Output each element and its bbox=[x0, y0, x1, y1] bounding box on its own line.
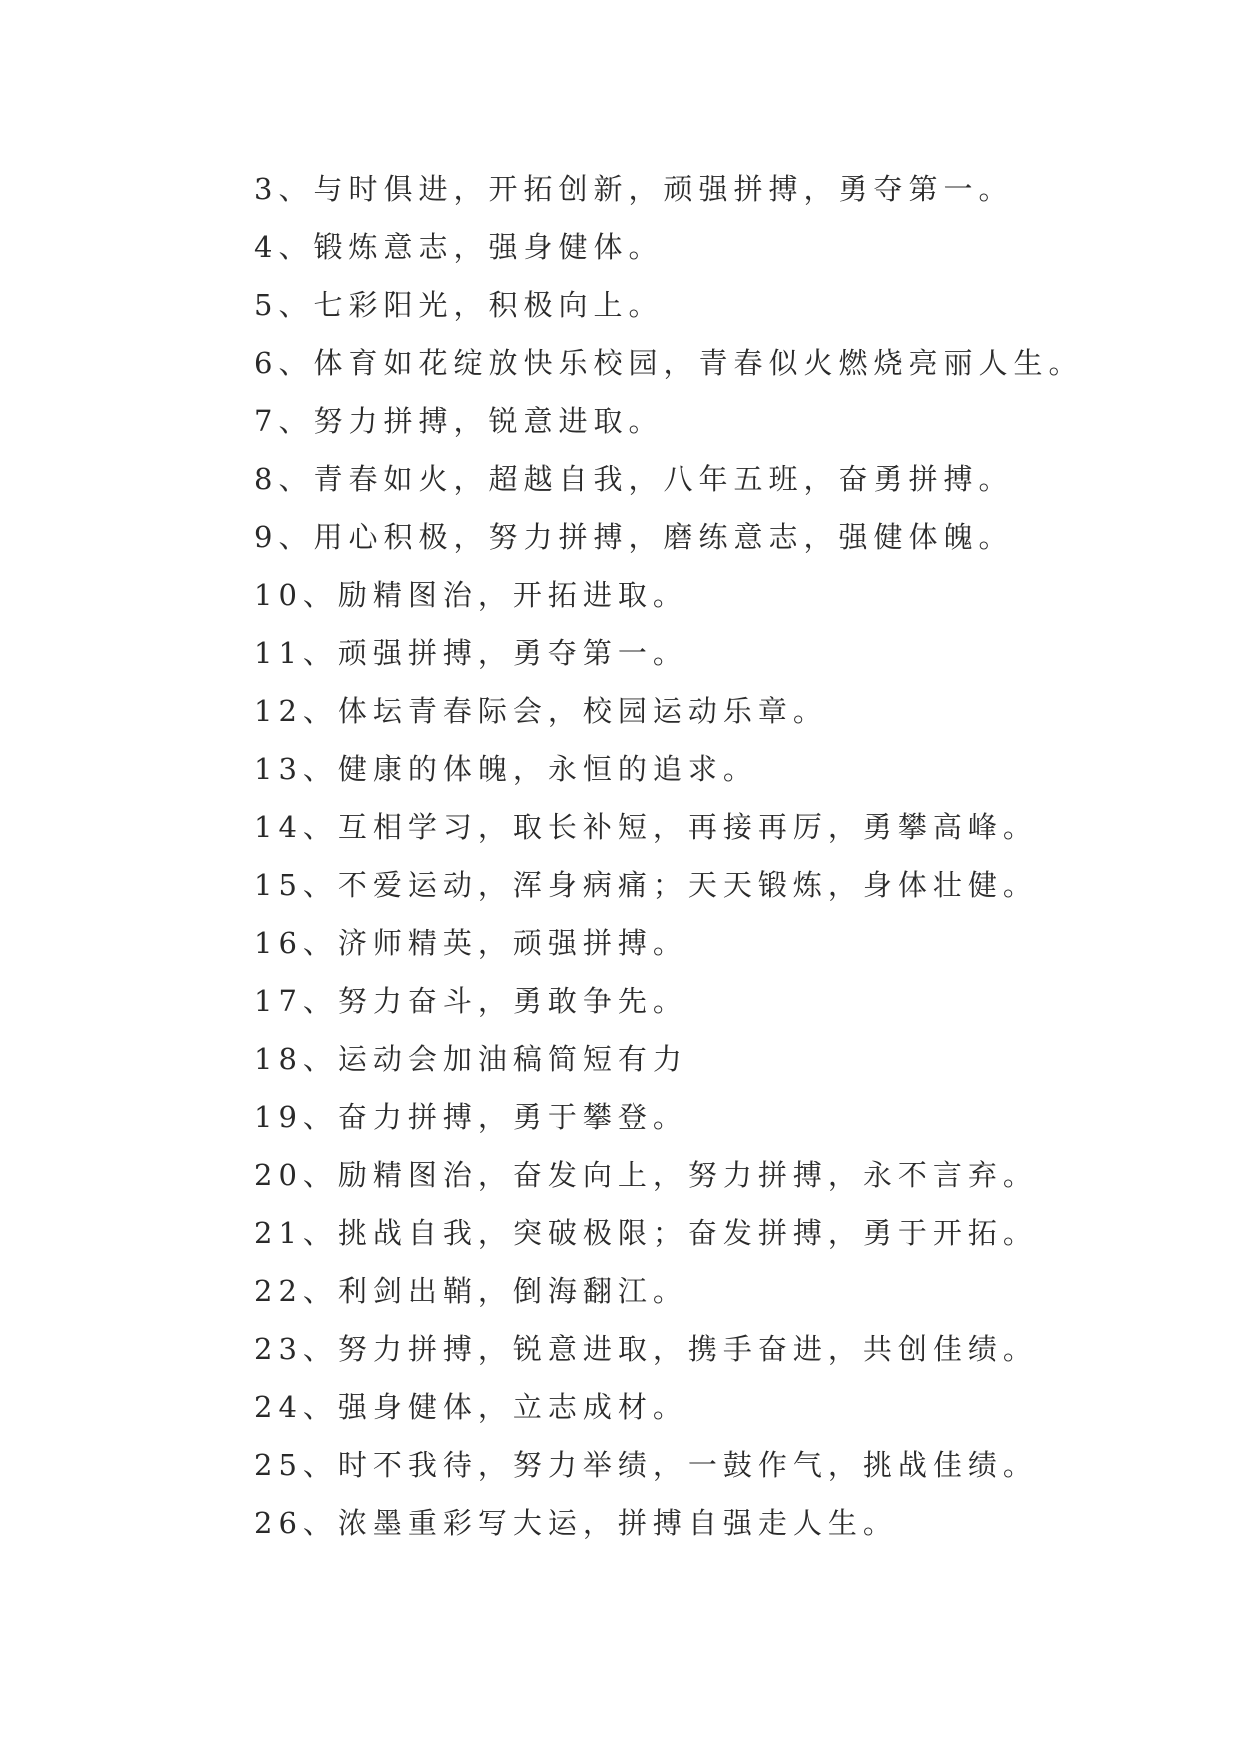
slogan-list bbox=[254, 160, 1083, 1552]
list-item: 12、体坛青春际会，校园运动乐章。 bbox=[254, 694, 828, 728]
list-item: 11、顽强拼搏，勇夺第一。 bbox=[254, 636, 688, 670]
list-item: 4、锻炼意志，强身健体。 bbox=[254, 230, 664, 264]
list-item: 5、七彩阳光，积极向上。 bbox=[254, 288, 664, 322]
list-item: 17、努力奋斗，勇敢争先。 bbox=[254, 984, 688, 1018]
list-item: 24、强身健体，立志成材。 bbox=[254, 1390, 688, 1424]
list-item: 18、运动会加油稿简短有力 bbox=[254, 1042, 688, 1076]
list-item: 10、励精图治，开拓进取。 bbox=[254, 578, 688, 612]
list-item: 8、青春如火，超越自我，八年五班，奋勇拼搏。 bbox=[254, 462, 1014, 496]
list-item: 7、努力拼搏，锐意进取。 bbox=[254, 404, 664, 438]
list-item: 26、浓墨重彩写大运，拼搏自强走人生。 bbox=[254, 1506, 898, 1540]
list-item: 16、济师精英，顽强拼搏。 bbox=[254, 926, 688, 960]
list-item: 25、时不我待，努力举绩，一鼓作气，挑战佳绩。 bbox=[254, 1448, 1038, 1482]
list-item: 3、与时俱进，开拓创新，顽强拼搏，勇夺第一。 bbox=[254, 172, 1014, 206]
list-item: 23、努力拼搏，锐意进取，携手奋进，共创佳绩。 bbox=[254, 1332, 1038, 1366]
list-item: 6、体育如花绽放快乐校园，青春似火燃烧亮丽人生。 bbox=[254, 346, 1084, 380]
list-item: 14、互相学习，取长补短，再接再厉，勇攀高峰。 bbox=[254, 810, 1038, 844]
list-item: 20、励精图治，奋发向上，努力拼搏，永不言弃。 bbox=[254, 1158, 1038, 1192]
list-item: 13、健康的体魄，永恒的追求。 bbox=[254, 752, 758, 786]
list-item: 9、用心积极，努力拼搏，磨练意志，强健体魄。 bbox=[254, 520, 1014, 554]
list-item: 15、不爱运动，浑身病痛；天天锻炼，身体壮健。 bbox=[254, 868, 1038, 902]
list-item: 22、利剑出鞘，倒海翻江。 bbox=[254, 1274, 688, 1308]
list-item: 21、挑战自我，突破极限；奋发拼搏，勇于开拓。 bbox=[254, 1216, 1038, 1250]
list-item: 19、奋力拼搏，勇于攀登。 bbox=[254, 1100, 688, 1134]
